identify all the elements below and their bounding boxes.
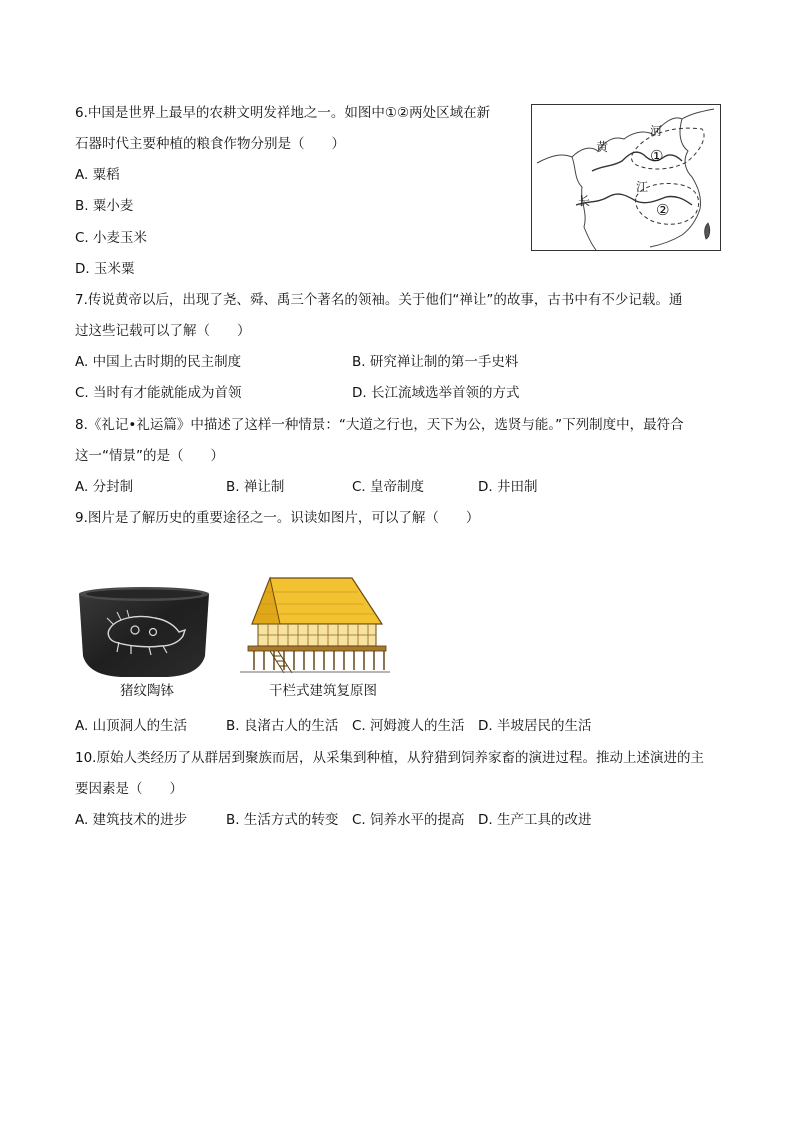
q10-stem-line1: 10.原始人类经历了从群居到聚族而居，从采集到种植，从狩猎到饲养家畜的演进过程。推动上述演进的主 [75, 750, 704, 766]
map-label-chang: 长 [578, 194, 591, 208]
q7-option-c: C. 当时有才能就能成为首领 [75, 385, 242, 401]
pig-pattern-pottery-bowl-image [75, 584, 213, 679]
q10-stem-line2: 要因素是（ ） [75, 781, 183, 797]
map-label-region2: ② [656, 201, 670, 219]
q6-stem-line2: 石器时代主要种植的粮食作物分别是（ ） [75, 136, 345, 152]
map-label-jiang: 江 [636, 180, 649, 194]
q6-option-a: A. 粟稻 [75, 167, 120, 183]
q10-option-b: B. 生活方式的转变 [226, 812, 339, 828]
map-label-region1: ① [650, 147, 664, 165]
q9-option-b: B. 良渚古人的生活 [226, 718, 339, 734]
q7-option-a: A. 中国上古时期的民主制度 [75, 354, 242, 370]
q8-stem-line2: 这一“情景”的是（ ） [75, 448, 224, 464]
pottery-bowl-drawing [75, 584, 213, 679]
china-map-figure [531, 104, 721, 251]
q8-option-a: A. 分封制 [75, 479, 134, 495]
q10-option-d: D. 生产工具的改进 [478, 812, 592, 828]
q9-option-c: C. 河姆渡人的生活 [352, 718, 465, 734]
q7-stem-line2: 过这些记载可以了解（ ） [75, 323, 251, 339]
q9-stem-line1: 9.图片是了解历史的重要途径之一。识读如图片，可以了解（ ） [75, 510, 480, 526]
map-label-he: 河 [650, 124, 663, 138]
q10-option-a: A. 建筑技术的进步 [75, 812, 188, 828]
stilt-house-reconstruction-image [240, 574, 390, 674]
q6-option-b: B. 粟小麦 [75, 198, 134, 214]
q10-option-c: C. 饲养水平的提高 [352, 812, 465, 828]
q8-option-c: C. 皇帝制度 [352, 479, 425, 495]
q8-option-d: D. 井田制 [478, 479, 538, 495]
stilt-house-drawing [240, 574, 390, 674]
q7-option-d: D. 长江流域选举首领的方式 [352, 385, 520, 401]
caption-stilt-house: 干栏式建筑复原图 [269, 683, 377, 699]
map-label-huang: 黄 [596, 140, 609, 154]
q7-option-b: B. 研究禅让制的第一手史料 [352, 354, 519, 370]
caption-pottery-bowl: 猪纹陶钵 [120, 683, 174, 699]
q6-option-c: C. 小麦玉米 [75, 230, 148, 246]
map-drawing [532, 105, 720, 250]
q9-option-a: A. 山顶洞人的生活 [75, 718, 188, 734]
q7-stem-line1: 7.传说黄帝以后，出现了尧、舜、禹三个著名的领袖。关于他们“禅让”的故事，古书中有不少记载。通 [75, 292, 683, 308]
q8-option-b: B. 禅让制 [226, 479, 285, 495]
q6-stem-line1: 6.中国是世界上最早的农耕文明发祥地之一。如图中①②两处区域在新 [75, 105, 491, 121]
q8-stem-line1: 8.《礼记•礼运篇》中描述了这样一种情景：“大道之行也，天下为公，选贤与能。”下列制度中，最符合 [75, 417, 684, 433]
q9-option-d: D. 半坡居民的生活 [478, 718, 592, 734]
q6-option-d: D. 玉米粟 [75, 261, 135, 277]
